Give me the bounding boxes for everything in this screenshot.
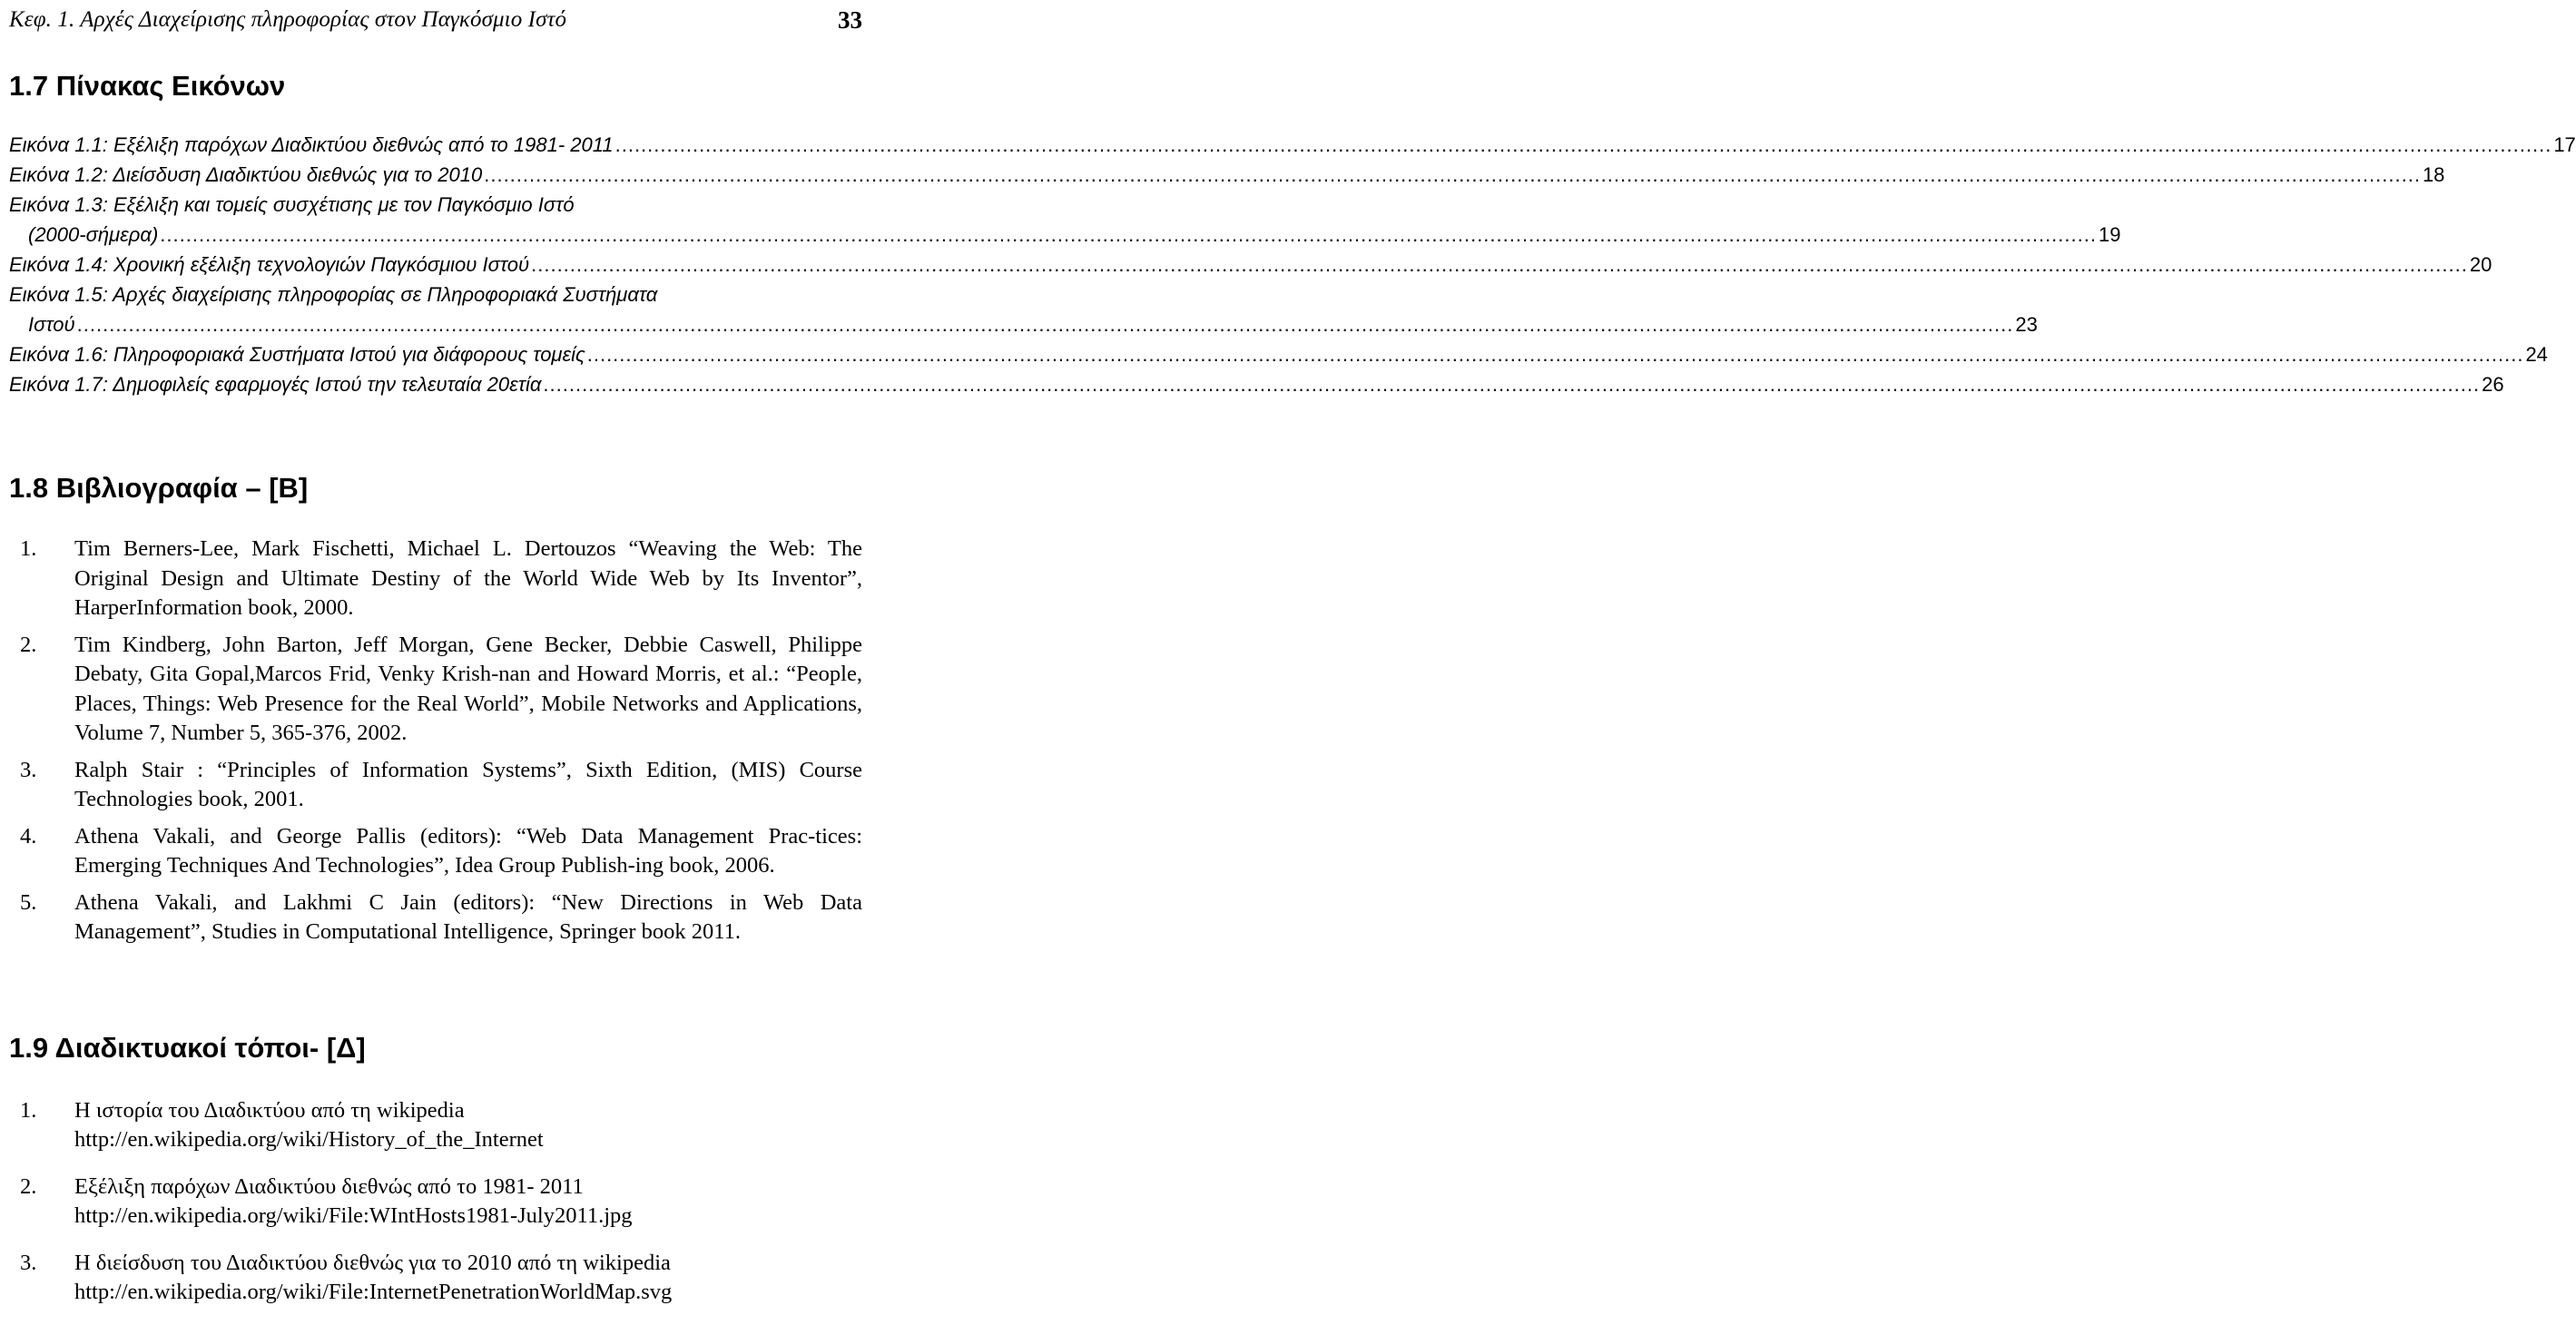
table-of-figures — [9, 130, 2576, 399]
toc-line — [9, 339, 2548, 369]
toc-text: Εικόνα 1.3: Εξέλιξη και τομείς συσχέτισης με τον Παγκόσμιο Ιστό — [9, 193, 575, 216]
section-heading-figures: 1.7 Πίνακας Εικόνων — [9, 70, 286, 102]
reference-text: Tim Kindberg, John Barton, Jeff Morgan, Gene Becker, Debbie Caswell, Philippe Debaty, Gita Gopal,Marcos Frid, Venky Krish-nan and Howard Morris, et al.: “People, Places, Things: Web Presence for the Real World”, Mobile Networks and Applications, Volume 7, Number 5, 365-376, 2002. — [74, 632, 862, 745]
toc-entry[interactable] — [9, 339, 2548, 369]
reference-text: Athena Vakali, and Lakhmi C Jain (editors): “New Directions in Web Data Management”, Studies in Computational Intelligence, Springer book 2011. — [74, 889, 862, 944]
page-number: 33 — [838, 5, 862, 34]
toc-line — [9, 220, 2121, 250]
toc-page: 17 — [2553, 133, 2576, 156]
toc-text-continued: (2000-σήμερα) — [28, 223, 159, 246]
toc-page: 24 — [2525, 343, 2548, 366]
toc-entry[interactable] — [9, 160, 2445, 190]
item-number: 3. — [20, 1251, 37, 1275]
toc-text: Εικόνα 1.4: Χρονική εξέλιξη τεχνολογιών Παγκόσμιου Ιστού — [9, 253, 530, 276]
reference-text: Tim Berners-Lee, Mark Fischetti, Michael L. Dertouzos “Weaving the Web: The Original Design and Ultimate Destiny of the World Wide Web by Its Inventor”, HarperInformation book, 2000. — [74, 536, 862, 620]
list-item — [20, 631, 862, 749]
toc-entry[interactable] — [9, 250, 2492, 280]
toc-leader-dots: ............................................................................................................................................................................................................................................................................................................ — [76, 313, 2014, 336]
website-title: Η διείσδυση του Διαδικτύου διεθνώς για το 2010 από τη wikipedia — [74, 1251, 671, 1275]
toc-page: 20 — [2469, 253, 2492, 276]
running-title: Κεφ. 1. Αρχές Διαχείρισης πληροφορίας στον Παγκόσμιο Ιστό — [9, 7, 567, 32]
toc-page: 26 — [2482, 373, 2504, 396]
item-number: 1. — [20, 536, 37, 561]
list-item — [20, 535, 862, 623]
running-header — [9, 0, 862, 40]
list-item — [20, 822, 862, 881]
toc-line — [9, 369, 2504, 399]
toc-entry[interactable] — [9, 130, 2576, 160]
reference-text: Athena Vakali, and George Pallis (editors): “Web Data Management Prac-tices: Emerging Techniques And Technologies”, Idea Group Publish-ing book, 2006. — [74, 823, 862, 878]
website-url[interactable]: http://en.wikipedia.org/wiki/File:InternetPenetrationWorldMap.svg — [74, 1280, 673, 1304]
website-entry — [74, 1173, 633, 1231]
toc-line — [9, 160, 2445, 190]
toc-leader-dots: ............................................................................................................................................................................................................................................................................................................ — [543, 373, 2481, 396]
list-item — [20, 1173, 862, 1231]
list-item — [20, 1249, 862, 1307]
list-item — [20, 756, 862, 815]
toc-text: Εικόνα 1.1: Εξέλιξη παρόχων Διαδικτύου διεθνώς από το 1981- 2011 — [9, 133, 614, 156]
website-entry — [74, 1096, 544, 1154]
toc-page: 18 — [2422, 163, 2445, 186]
website-entry — [74, 1249, 672, 1307]
toc-text: Εικόνα 1.2: Διείσδυση Διαδικτύου διεθνώς για το 2010 — [9, 163, 483, 186]
toc-text: Εικόνα 1.7: Δημοφιλείς εφαρμογές Ιστού την τελευταία 20ετία — [9, 373, 542, 396]
toc-text-continued: Ιστού — [28, 313, 75, 336]
list-item — [20, 888, 862, 947]
section-heading-websites: 1.9 Διαδικτυακοί τόποι- [Δ] — [9, 1032, 366, 1064]
website-url[interactable]: http://en.wikipedia.org/wiki/File:WIntHosts1981-July2011.jpg — [74, 1203, 633, 1228]
toc-text: Εικόνα 1.5: Αρχές διαχείρισης πληροφορίας σε Πληροφοριακά Συστήματα — [9, 283, 658, 306]
bibliography-list — [20, 535, 862, 955]
item-number: 2. — [20, 1174, 37, 1199]
toc-entry[interactable] — [9, 369, 2504, 399]
toc-leader-dots: ............................................................................................................................................................................................................................................................................................................ — [484, 163, 2421, 186]
reference-text: Ralph Stair : “Principles of Information Systems”, Sixth Edition, (MIS) Course Technologies book, 2001. — [74, 757, 862, 811]
list-item — [20, 1096, 862, 1154]
item-number: 5. — [20, 889, 37, 915]
item-number: 2. — [20, 632, 37, 657]
section-heading-bibliography: 1.8 Βιβλιογραφία – [B] — [9, 472, 309, 504]
toc-line — [9, 250, 2492, 280]
toc-page: 23 — [2015, 313, 2038, 336]
toc-leader-dots: ............................................................................................................................................................................................................................................................................................................ — [615, 133, 2552, 156]
toc-entry[interactable] — [9, 190, 2121, 250]
toc-line — [9, 309, 2038, 339]
toc-entry[interactable] — [9, 280, 2038, 339]
toc-line — [9, 130, 2576, 160]
toc-leader-dots: ............................................................................................................................................................................................................................................................................................................ — [531, 253, 2468, 276]
item-number: 1. — [20, 1098, 37, 1123]
item-number: 3. — [20, 757, 37, 782]
item-number: 4. — [20, 823, 37, 849]
toc-leader-dots: ............................................................................................................................................................................................................................................................................................................ — [586, 343, 2524, 366]
website-url[interactable]: http://en.wikipedia.org/wiki/History_of_the_Internet — [74, 1127, 544, 1152]
toc-text: Εικόνα 1.6: Πληροφοριακά Συστήματα Ιστού για διάφορους τομείς — [9, 343, 585, 366]
toc-leader-dots: ............................................................................................................................................................................................................................................................................................................ — [160, 223, 2097, 246]
toc-page: 19 — [2098, 223, 2121, 246]
website-title: Εξέλιξη παρόχων Διαδικτύου διεθνώς από το 1981- 2011 — [74, 1174, 584, 1199]
website-title: Η ιστορία του Διαδικτύου από τη wikipedia — [74, 1098, 465, 1123]
websites-list — [20, 1096, 862, 1325]
